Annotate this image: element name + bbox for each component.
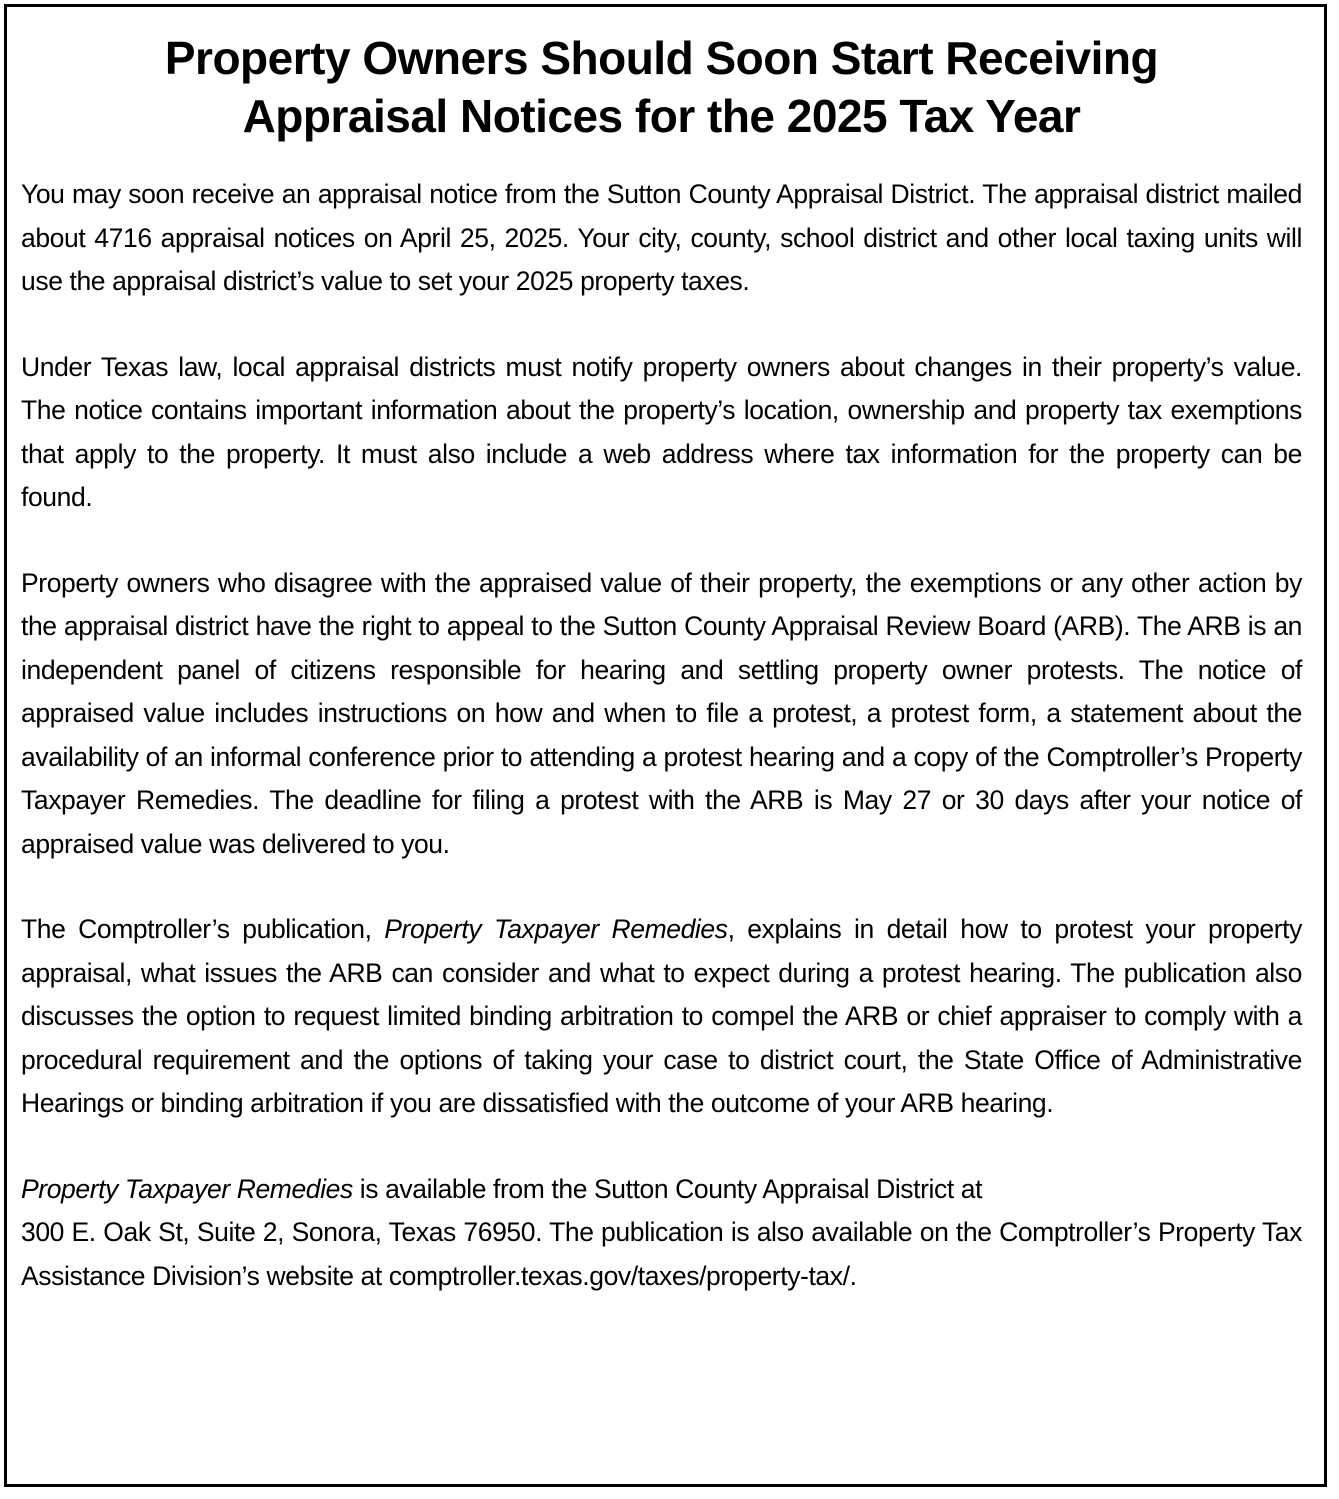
paragraph-availability [21, 1168, 1302, 1299]
paragraph-texas-law: Under Texas law, local appraisal districts must notify property owners about changes in their property’s value. The notice contains important information about the property’s location, ownership and property tax exemptions that apply to the property. It must also include a web address where tax information for the property can be found. [21, 351, 1302, 512]
paragraph-protest-rights: Property owners who disagree with the appraised value of their property, the exemptions or any other action by the appraisal district have the right to appeal to the Sutton County Appraisal Review Board (ARB). The ARB is an independent panel of citizens responsible for hearing and settling property owner protests. The notice of appraised value includes instructions on how and when to file a protest, a protest form, a statement about the availability of an informal conference prior to attending a protest hearing and a copy of the Comptroller’s Property Taxpayer Remedies. The deadline for filing a protest with the ARB is May 27 or 30 days after your notice of appraised value was delivered to you. [21, 567, 1302, 859]
publication-title: Property Taxpayer Remedies [384, 914, 728, 944]
notice-body [21, 173, 1302, 1298]
publication-title-2: Property Taxpayer Remedies [21, 1173, 353, 1204]
notice-box [4, 4, 1327, 1487]
paragraph-comptroller-publication [21, 908, 1302, 1126]
title-line-1: Property Owners Should Soon Start Receiving [164, 32, 1159, 84]
paragraph-4-lead: The Comptroller’s publication, [21, 914, 385, 944]
paragraph-5-address: 300 E. Oak St, Suite 2, Sonora, Texas 76950. The publication is also available on the Comptroller’s Property Tax Assistance Division’s website at comptroller.texas.gov/taxes/property-tax/. [21, 1217, 1302, 1291]
paragraph-appraisal-notices: You may soon receive an appraisal notice from the Sutton County Appraisal District. The appraisal district mailed about 4716 appraisal notices on April 25, 2025. Your city, county, school district and other local taxing units will use the appraisal district’s value to set your 2025 property taxes. [21, 179, 1302, 296]
paragraph-4-text: , explains in detail how to protest your property appraisal, what issues the ARB can consider and what to expect during a protest hearing. The publication also discusses the option to request limited binding arbitration to compel the ARB or chief appraiser to comply with a procedural requirement and the options of taking your case to district court, the State Office of Administrative Hearings or binding arbitration if you are dissatisfied with the outcome of your ARB hearing. [21, 914, 1302, 1118]
title-line-2: Appraisal Notices for the 2025 Tax Year [242, 90, 1081, 142]
notice-title [21, 29, 1302, 145]
paragraph-5-line-1: is available from the Sutton County Appraisal District at [352, 1173, 983, 1204]
